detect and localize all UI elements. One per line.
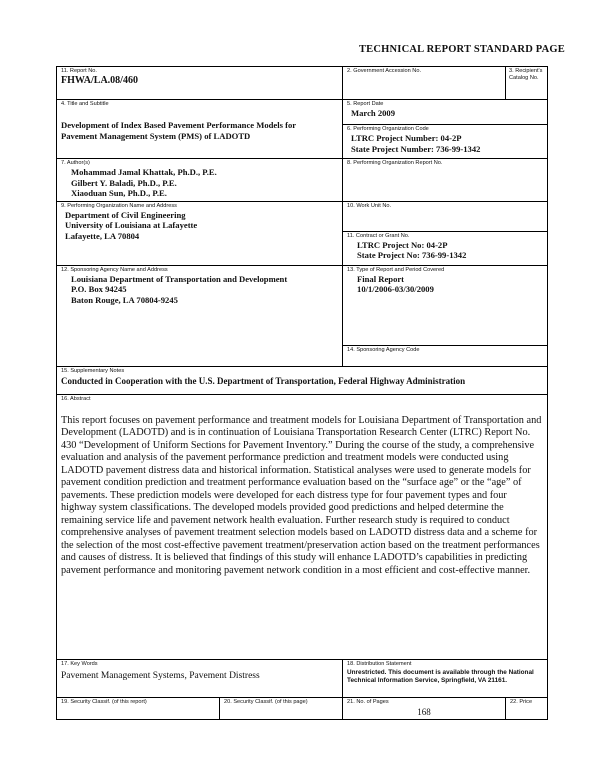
recipient-catalog-label: 3. Recipient's Catalog No. — [509, 68, 543, 81]
performing-org-name-cell — [57, 201, 343, 265]
contract-grant-line-1: LTRC Project No: 04-2P — [357, 239, 448, 250]
sponsoring-agency-cell — [57, 265, 343, 366]
key-words-label: 17. Key Words — [61, 660, 98, 667]
work-unit-label: 10. Work Unit No. — [347, 202, 392, 209]
abstract-label: 16. Abstract — [61, 395, 91, 402]
report-date-cell — [343, 100, 548, 125]
report-form — [56, 66, 548, 720]
performing-org-line-3: Lafayette, LA 70804 — [65, 230, 140, 241]
abstract-text: This report focuses on pavement performance and treatment models for Louisiana Department of Transportation and Development (LADOTD) and is in continuation of Louisiana Transportation Research Center (LTRC) Report No. 430 “Development of Uniform Sections for Pavement Inventory.” During the course of the study, a comprehensive evaluation and analysis of the pavement performance prediction and treatment models were conducted using LADOTD pavement distress data and historical information. Statistical analyses were used to generate models for pavement condition prediction and treatment performance evaluation based on the “surface age” or the “age” of pavements. These prediction models were developed for each distress type for four pavement types and four highway system classifications. The developed models provided good predictions and helped determine the remaining service life and pavement network health evaluation. Further research study is required to conduct comprehensive analyses of pavement treatment selection models based on LADOTD distress data and a scheme for the selection of the most cost-effective pavement treatment/preservation action based on the treatment performances and causes of distress. It is believed that findings of this study will enhance LADOTD’s capabilities in predicting pavement performance and monitoring pavement network condition in a most efficient and cost-effective manner. — [61, 414, 542, 576]
num-pages-label: 21. No. of Pages — [347, 698, 389, 705]
sponsoring-agency-code-cell — [343, 345, 548, 366]
title-label: 4. Title and Subtitle — [61, 101, 109, 107]
distribution-value: Unrestricted. This document is available through the National Technical Information Service, Springfield, VA 21161. — [347, 668, 534, 684]
performing-org-code-line-2: State Project Number: 736-99-1342 — [351, 143, 481, 154]
page-header-title: TECHNICAL REPORT STANDARD PAGE — [358, 44, 565, 55]
performing-org-line-2: University of Louisiana at Lafayette — [65, 220, 198, 230]
sponsoring-agency-code-label: 14. Sponsoring Agency Code — [347, 346, 420, 353]
security-report-cell — [57, 697, 220, 719]
report-date-value: March 2009 — [351, 108, 396, 118]
work-unit-cell — [343, 201, 548, 231]
performing-org-code-cell — [343, 125, 548, 159]
author-3: Xiaoduan Sun, Ph.D., P.E. — [71, 188, 167, 198]
security-page-cell — [220, 697, 343, 719]
num-pages-cell — [343, 697, 506, 719]
performing-org-name-label: 9. Performing Organization Name and Address — [61, 202, 177, 209]
author-2: Gilbert Y. Baladi, Ph.D., P.E. — [71, 177, 177, 188]
distribution-label: 18. Distribution Statement — [347, 660, 412, 667]
price-label: 22. Price — [510, 698, 533, 705]
report-type-cell — [343, 265, 548, 345]
abstract-cell — [57, 394, 548, 659]
report-date-label: 5. Report Date — [347, 101, 384, 107]
title-line-1: Development of Index Based Pavement Performance Models for — [61, 120, 297, 130]
sponsoring-agency-line-2: P.O. Box 94245 — [71, 284, 127, 294]
recipient-catalog-cell — [506, 67, 548, 100]
supplementary-notes-cell — [57, 366, 548, 394]
supplementary-notes-value: Conducted in Cooperation with the U.S. Department of Transportation, Federal Highway Administration — [61, 375, 466, 386]
report-type-line-2: 10/1/2006-03/30/2009 — [357, 284, 434, 294]
report-no-cell — [57, 67, 343, 100]
report-type-line-1: Final Report — [357, 273, 405, 284]
num-pages-value: 168 — [417, 706, 431, 717]
performing-org-report-cell — [343, 159, 548, 202]
contract-grant-label: 11. Contract or Grant No. — [347, 232, 410, 239]
contract-grant-line-2: State Project No: 736-99-1342 — [357, 250, 467, 260]
contract-grant-cell — [343, 231, 548, 265]
author-1: Mohammad Jamal Khattak, Ph.D., P.E. — [71, 167, 217, 177]
title-line-2: Pavement Management System (PMS) of LADOTD — [61, 130, 251, 141]
authors-cell — [57, 159, 343, 202]
gov-accession-label: 2. Government Accession No. — [347, 68, 422, 74]
security-report-label: 19. Security Classif. (of this report) — [61, 698, 147, 705]
key-words-value: Pavement Management Systems, Pavement Distress — [61, 670, 260, 681]
sponsoring-agency-label: 12. Sponsoring Agency Name and Address — [61, 266, 168, 273]
distribution-cell — [343, 659, 548, 697]
authors-label: 7. Author(s) — [61, 160, 90, 166]
report-no-label: 11. Report No. — [61, 68, 97, 74]
performing-org-report-label: 8. Performing Organization Report No. — [347, 160, 443, 166]
performing-org-code-label: 6. Performing Organization Code — [347, 126, 429, 132]
sponsoring-agency-line-3: Baton Rouge, LA 70804-9245 — [71, 294, 178, 305]
key-words-cell — [57, 659, 343, 697]
price-cell — [506, 697, 548, 719]
report-type-label: 13. Type of Report and Period Covered — [347, 266, 445, 273]
security-page-label: 20. Security Classif. (of this page) — [224, 698, 308, 705]
performing-org-line-1: Department of Civil Engineering — [65, 209, 186, 220]
report-no-value: FHWA/LA.08/460 — [61, 75, 138, 86]
performing-org-code-line-1: LTRC Project Number: 04-2P — [351, 133, 462, 143]
sponsoring-agency-line-1: Louisiana Department of Transportation and Development — [71, 273, 288, 284]
gov-accession-cell — [343, 67, 506, 100]
supplementary-notes-label: 15. Supplementary Notes — [61, 367, 125, 374]
title-cell — [57, 100, 343, 159]
